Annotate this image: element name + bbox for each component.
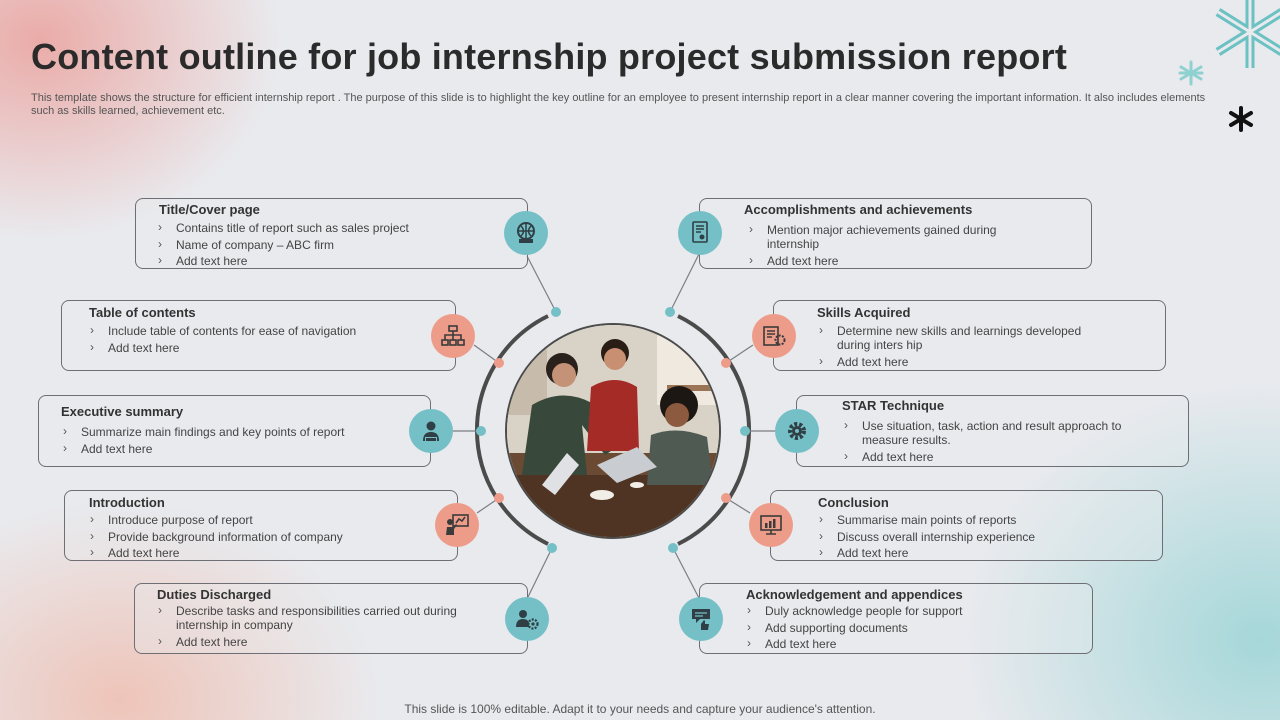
section-card-duties-discharged [134, 583, 528, 654]
globe-icon [504, 211, 548, 255]
list-item: › Provide background information of company [88, 530, 418, 544]
section-card-conclusion [770, 490, 1163, 561]
section-bullets [61, 425, 391, 458]
list-item: › Introduce purpose of report [88, 513, 418, 527]
list-item: › Add text here [842, 450, 1122, 464]
section-title: Title/Cover page [159, 202, 260, 217]
page-title: Content outline for job internship project submission report [31, 36, 1068, 77]
section-card-title-cover [135, 198, 528, 269]
section-title: Duties Discharged [157, 587, 272, 602]
section-bullets [817, 513, 1117, 563]
list-item: › Duly acknowledge people for support [745, 604, 1045, 618]
section-card-acknowledgement [699, 583, 1093, 654]
hierarchy-icon [431, 314, 475, 358]
section-title: Accomplishments and achievements [744, 202, 973, 217]
list-item: › Include table of contents for ease of navigation [88, 324, 418, 338]
section-bullets [747, 223, 1017, 270]
team-meeting-photo [505, 323, 721, 539]
chart-board-icon [749, 503, 793, 547]
thumbs-up-chat-icon [679, 597, 723, 641]
section-title: Introduction [89, 495, 165, 510]
list-item: › Mention major achievements gained during internship [747, 223, 1017, 251]
list-item: › Add text here [817, 355, 1117, 369]
presentation-icon [435, 503, 479, 547]
section-card-star-technique [796, 395, 1189, 467]
section-card-accomplishments [699, 198, 1092, 269]
list-item: › Add text here [817, 546, 1117, 560]
section-title: Executive summary [61, 404, 184, 419]
page-subtitle: This template shows the structure for efficient internship report . The purpose of this slide is to highlight the key outline for an employee to present internship report in a clear manner covering the important information. It also includes elements such as skills learned, achievement etc. [31, 92, 1206, 117]
section-title: Table of contents [89, 305, 196, 320]
list-item: › Add text here [61, 442, 391, 456]
list-item: › Add text here [156, 635, 476, 649]
section-bullets [842, 419, 1122, 466]
list-item: › Add text here [745, 637, 1045, 651]
list-item: › Discuss overall internship experience [817, 530, 1117, 544]
list-item: › Add text here [156, 254, 486, 268]
gear-icon [775, 409, 819, 453]
section-title: Acknowledgement and appendices [746, 587, 963, 602]
list-item: › Name of company – ABC firm [156, 238, 486, 252]
section-bullets [745, 604, 1045, 654]
list-item: › Contains title of report such as sales project [156, 221, 486, 235]
list-item: › Add text here [88, 546, 418, 560]
section-title: Skills Acquired [817, 305, 911, 320]
list-item: › Describe tasks and responsibilities carried out during internship in company [156, 604, 476, 632]
list-item: › Add text here [88, 341, 418, 355]
list-item: › Add text here [747, 254, 1017, 268]
list-item: › Summarise main points of reports [817, 513, 1117, 527]
list-item: › Add supporting documents [745, 621, 1045, 635]
section-card-introduction [64, 490, 458, 561]
executive-icon [409, 409, 453, 453]
section-bullets [88, 324, 418, 357]
section-title: STAR Technique [842, 398, 945, 413]
footer-note: This slide is 100% editable. Adapt it to your needs and capture your audience's attention. [404, 702, 876, 716]
section-card-skills-acquired [773, 300, 1166, 371]
section-title: Conclusion [818, 495, 889, 510]
section-card-executive-summary [38, 395, 431, 467]
skills-board-icon [752, 314, 796, 358]
certificate-icon [678, 211, 722, 255]
section-bullets [817, 324, 1117, 371]
team-gear-icon [505, 597, 549, 641]
list-item: › Determine new skills and learnings developed during inters hip [817, 324, 1117, 352]
section-bullets [156, 221, 486, 271]
list-item: › Use situation, task, action and result approach to measure results. [842, 419, 1122, 447]
section-bullets [156, 604, 476, 651]
section-card-table-of-contents [61, 300, 456, 371]
list-item: › Summarize main findings and key points of report [61, 425, 391, 439]
section-bullets [88, 513, 418, 563]
